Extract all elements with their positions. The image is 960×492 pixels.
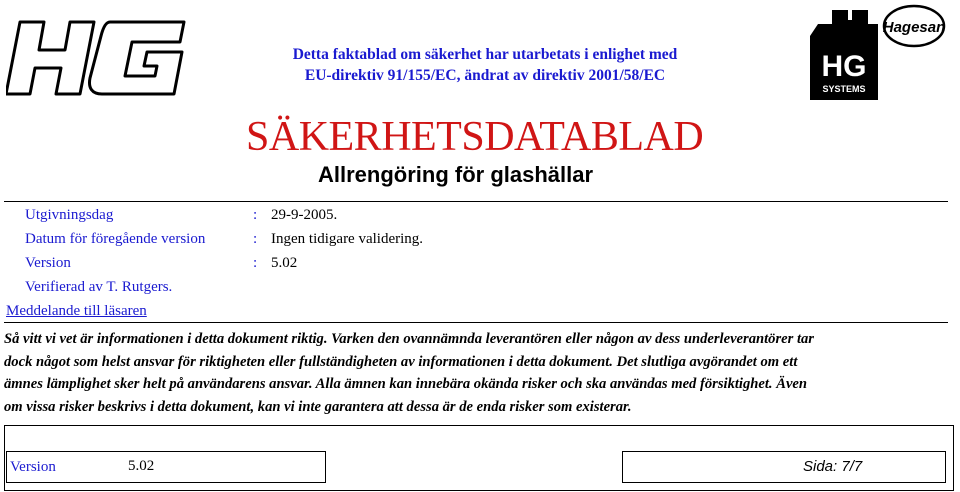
hg-systems-brand: HG: [821, 50, 867, 83]
hg-systems-logo-graphic: [808, 0, 948, 100]
previous-version-colon: :: [253, 231, 258, 247]
issue-date-colon: :: [253, 207, 258, 223]
hg-logo-left-graphic: [6, 4, 192, 104]
disclaimer-text: [4, 328, 954, 418]
verified-by: Verifierad av T. Rutgers.: [25, 279, 173, 295]
disclaimer-line: om vissa risker beskrivs i detta dokument, kan vi inte garantera att dessa är de enda risker som existerar.: [4, 398, 632, 415]
document-title: SÄKERHETSDATABLAD: [246, 114, 704, 160]
page-number: Sida: 7/7: [803, 458, 863, 475]
hg-logo-left: [6, 4, 192, 104]
regulation-notice: [250, 44, 720, 86]
version-label: Version: [25, 255, 71, 271]
version-colon: :: [253, 255, 258, 271]
hg-systems-logo: [808, 0, 948, 100]
disclaimer-line: Så vitt vi vet är informationen i detta dokument riktig. Varken den ovannämnda leverantören eller någon av dess underleverantörer tar: [4, 331, 814, 347]
regulation-notice-line1: Detta faktablad om säkerhet har utarbetats i enlighet med: [292, 46, 678, 63]
footer-version-label: Version: [10, 459, 56, 475]
regulation-notice-line2: EU-direktiv 91/155/EC, ändrat av direktiv 2001/58/EC: [304, 67, 666, 84]
previous-version-value: Ingen tidigare validering.: [271, 231, 424, 247]
header-divider: [4, 201, 948, 202]
previous-version-label: Datum för föregående version: [25, 231, 206, 247]
footer-page-box: [622, 451, 946, 483]
issue-date-value: 29-9-2005.: [271, 207, 338, 223]
notice-divider: [4, 322, 948, 323]
hg-systems-label: SYSTEMS: [822, 84, 866, 94]
disclaimer-line: ämnes lämplighet sker helt på användarens ansvar. Alla ämnen kan innebära okända risker och ska användas med försiktighet. Även: [4, 376, 808, 392]
disclaimer-line: dock något som helst ansvar för riktigheten eller fullständigheten av informationen i detta dokument. Det slutliga avgörandet om ett: [4, 353, 798, 370]
footer-version-value: 5.02: [128, 458, 155, 474]
version-value: 5.02: [271, 255, 298, 271]
hagesan-badge-text: Hagesan: [882, 19, 946, 36]
issue-date-label: Utgivningsdag: [25, 207, 114, 223]
product-name: Allrengöring för glashällar: [318, 162, 594, 187]
notice-to-reader-heading: Meddelande till läsaren: [6, 303, 147, 319]
